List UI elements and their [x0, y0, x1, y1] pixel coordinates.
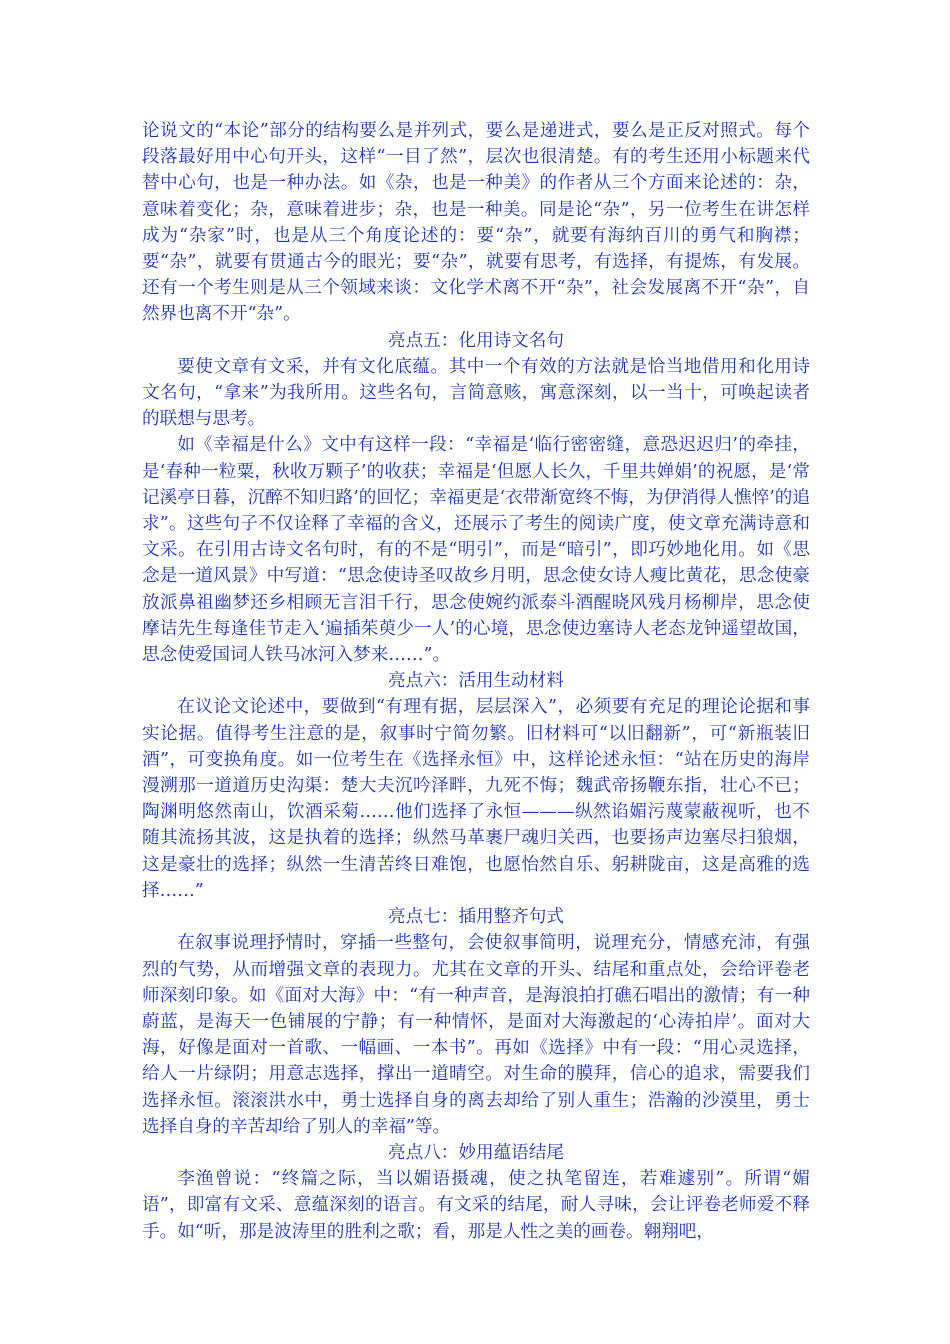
- paragraph-structure: 论说文的“本论”部分的结构要么是并列式，要么是递进式，要么是正反对照式。每个段落最好用中心句开头，这样“一目了然”，层次也很清楚。有的考生还用小标题来代替中心句，也是一种办法。如《杂，也是一种美》的作者从三个方面来论述的：杂，意味着变化；杂，意味着进步；杂，也是一种美。同是论“杂”，另一位考生在讲怎样成为“杂家”时，也是从三个角度论述的：要“杂”，就要有海纳百川的勇气和胸襟；要“杂”，就要有贯通古今的眼光；要“杂”，就要有思考，有选择，有提炼，有发展。还有一个考生则是从三个领域来谈：文化学术离不开“杂”，社会发展离不开“杂”，自然界也离不开“杂”。: [142, 121, 810, 325]
- document-page: [142, 118, 810, 1245]
- paragraph-materials: 在议论文论述中，要做到“有理有据，层层深入”，必须要有充足的理论论据和事实论据。值得考生注意的是，叙事时宁简勿繁。旧材料可“以旧翻新”，可“新瓶装旧酒”，可变换角度。如一位考生在《选择永恒》中，这样论述永恒：“站在历史的海岸漫溯那一道道历史沟渠：楚大夫沉吟泽畔，九死不悔；魏武帝扬鞭东指，壮心不已；陶渊明悠然南山，饮酒采菊……他们选择了永恒———纵然谄媚污蔑蒙蔽视听，也不随其流扬其波，这是执着的选择；纵然马革裹尸魂归关西，也要扬声边塞尽扫狼烟，这是豪壮的选择；纵然一生清苦终日难饱，也愿怡然自乐、躬耕陇亩，这是高雅的选择……”: [142, 697, 810, 901]
- heading-highlight-7: 亮点七：插用整齐句式: [388, 907, 564, 928]
- paragraph-ending: 李渔曾说：“终篇之际，当以媚语摄魂，使之执笔留连，若难遽别”。所谓“媚语”，即富有文采、意蕴深刻的语言。有文采的结尾，耐人寻味，会让评卷老师爱不释手。如“听，那是波涛里的胜利之歌；看，那是人性之美的画卷。翱翔吧，: [142, 1169, 810, 1242]
- paragraph-parallel-sentences: 在叙事说理抒情时，穿插一些整句，会使叙事简明，说理充分，情感充沛，有强烈的气势，从而增强文章的表现力。尤其在文章的开头、结尾和重点处，会给评卷老师深刻印象。如《面对大海》中：“有一种声音，是海浪拍打礁石唱出的激情；有一种蔚蓝，是海天一色铺展的宁静；有一种情怀，是面对大海激起的‘心涛拍岸’。面对大海，好像是面对一首歌、一幅画、一本书”。再如《选择》中有一段：“用心灵选择，给人一片绿阴；用意志选择，撑出一道晴空。对生命的膜拜，信心的追求，需要我们选择永恒。滚滚洪水中，勇士选择自身的离去却给了别人重生；浩瀚的沙漠里，勇士选择自身的辛苦却给了别人的幸福”等。: [142, 933, 810, 1137]
- heading-highlight-6: 亮点六：活用生动材料: [388, 671, 564, 692]
- paragraph-poetry-example: 如《幸福是什么》文中有这样一段：“幸福是‘临行密密缝，意恐迟迟归’的牵挂，是‘春种一粒粟，秋收万颗子’的收获；幸福是‘但愿人长久，千里共婵娟’的祝愿，是‘常记溪亭日暮，沉醉不知归路’的回忆；幸福更是‘衣带渐宽终不悔，为伊消得人憔悴’的追求”。这些句子不仅诠释了幸福的含义，还展示了考生的阅读广度，使文章充满诗意和文采。在引用古诗文名句时，有的不是“明引”，而是“暗引”，即巧妙地化用。如《思念是一道风景》中写道：“思念使诗圣叹故乡月明，思念使女诗人瘦比黄花，思念使豪放派鼻祖幽梦还乡相顾无言泪千行，思念使婉约派泰斗酒醒晓风残月杨柳岸，思念使摩诘先生每逢佳节走入‘遍插茱萸少一人’的心境，思念使边塞诗人老态龙钟遥望故国，思念使爱国词人铁马冰河入梦来……”。: [142, 435, 810, 666]
- paragraph-poetry-intro: 要使文章有文采，并有文化底蕴。其中一个有效的方法就是恰当地借用和化用诗文名句，“拿来”为我所用。这些名句，言简意赅，寓意深刻，以一当十，可唤起读者的联想与思考。: [142, 356, 810, 430]
- heading-highlight-5: 亮点五：化用诗文名句: [388, 330, 564, 351]
- heading-highlight-8: 亮点八：妙用蕴语结尾: [388, 1142, 564, 1163]
